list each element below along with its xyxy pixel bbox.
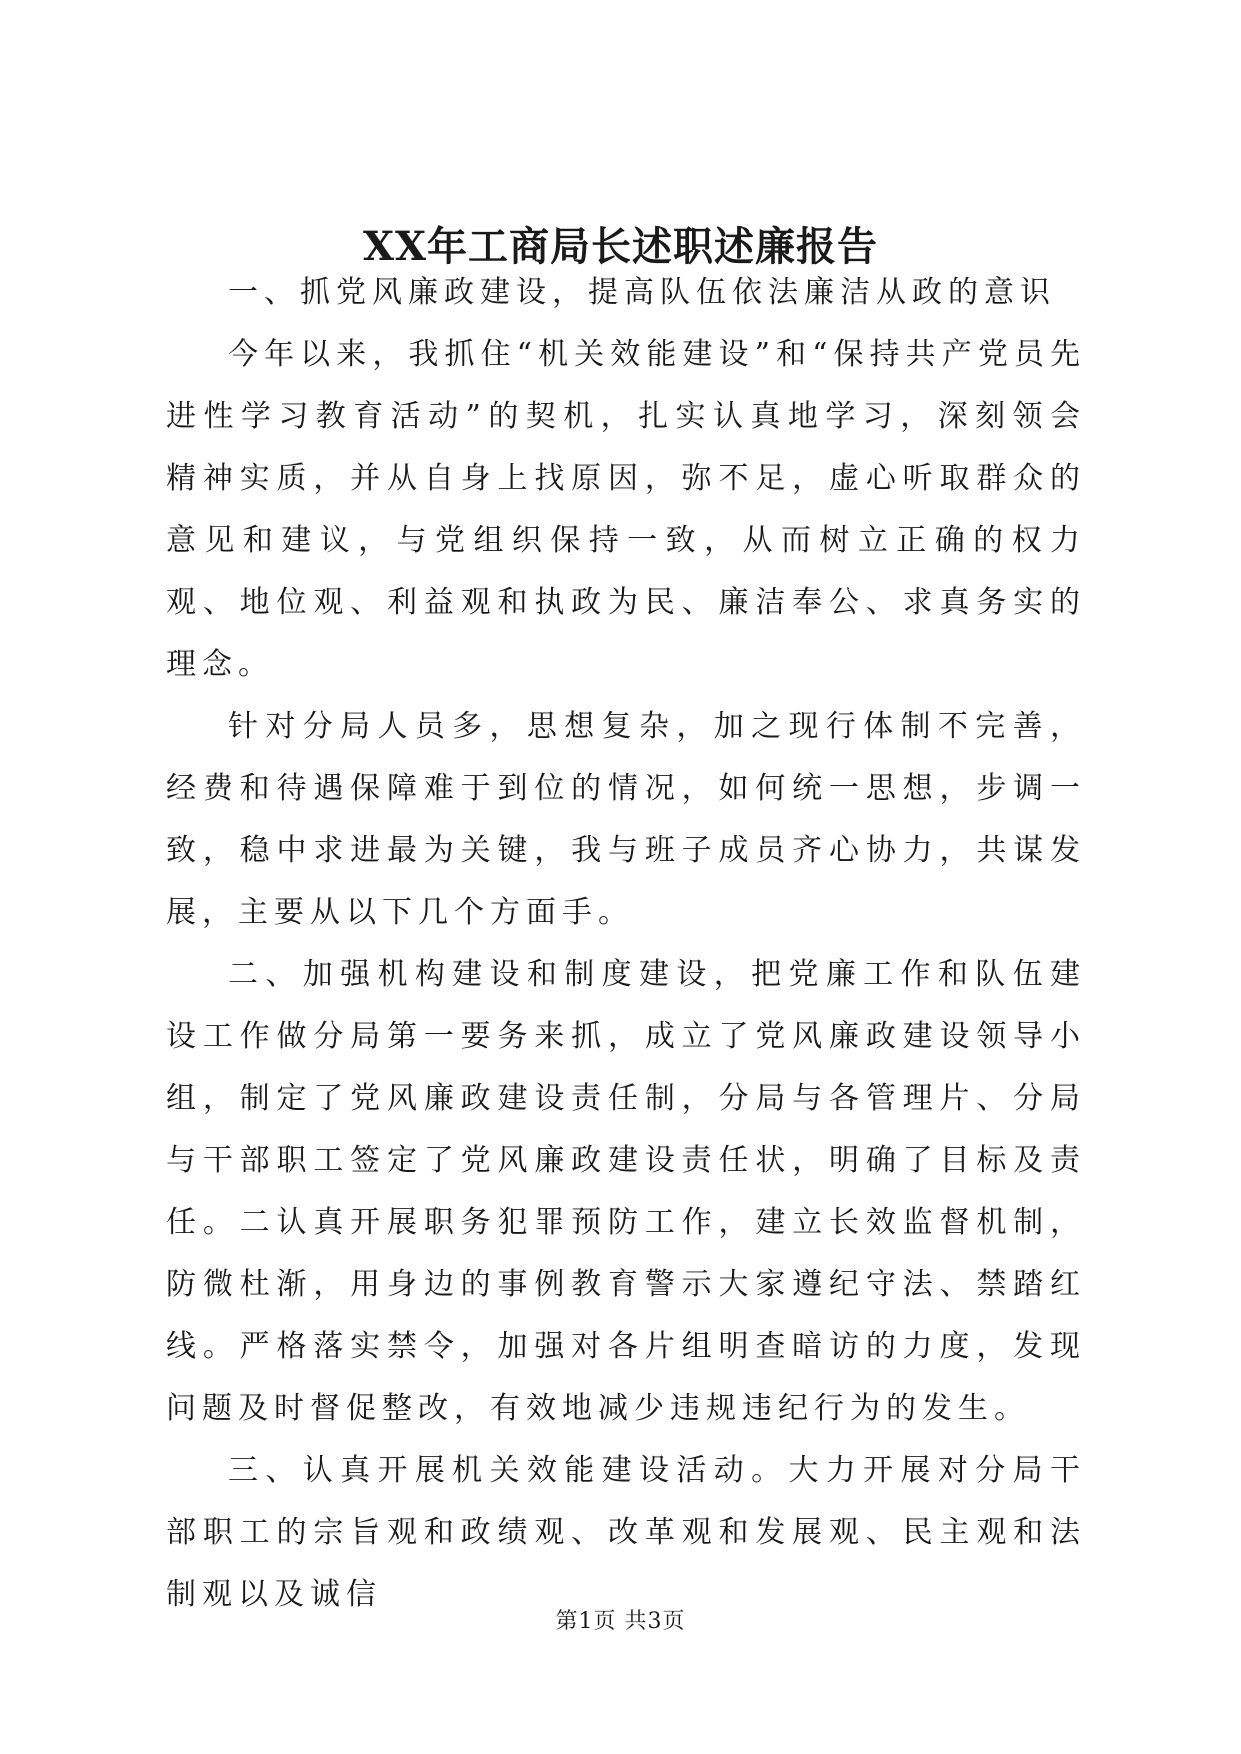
paragraph: 针对分局人员多，思想复杂，加之现行体制不完善，经费和待遇保障难于到位的情况，如何统一思想，步调一致，稳中求进最为关键，我与班子成员齐心协力，共谋发展，主要从以下几个方面手。 bbox=[166, 709, 1086, 930]
page-footer: 第1页 共3页 bbox=[555, 1609, 686, 1634]
paragraph: 今年以来，我抓住“机关效能建设”和“保持共产党员先进性学习教育活动”的契机，扎实认真地学习，深刻领会精神实质，并从自身上找原因，弥不足，虚心听取群众的意见和建议，与党组织保持一致，从而树立正确的权力观、地位观、利益观和执政为民、廉洁奉公、求真务实的理念。 bbox=[166, 337, 1086, 682]
document-body bbox=[166, 262, 1086, 1626]
section-heading-1: 一、抓党风廉政建设，提高队伍依法廉洁从政的意识 bbox=[228, 275, 1056, 310]
document-title: XX年工商局长述职述廉报告 bbox=[362, 223, 879, 270]
paragraph: 三、认真开展机关效能建设活动。大力开展对分局干部职工的宗旨观和政绩观、改革观和发展观、民主观和法制观以及诚信 bbox=[166, 1453, 1086, 1612]
paragraph: 二、加强机构建设和制度建设，把党廉工作和队伍建设工作做分局第一要务来抓，成立了党风廉政建设领导小组，制定了党风廉政建设责任制，分局与各管理片、分局与干部职工签定了党风廉政建设责任状，明确了目标及责任。二认真开展职务犯罪预防工作，建立长效监督机制，防微杜渐，用身边的事例教育警示大家遵纪守法、禁踏红线。严格落实禁令，加强对各片组明查暗访的力度，发现问题及时督促整改，有效地减少违规违纪行为的发生。 bbox=[166, 957, 1086, 1426]
